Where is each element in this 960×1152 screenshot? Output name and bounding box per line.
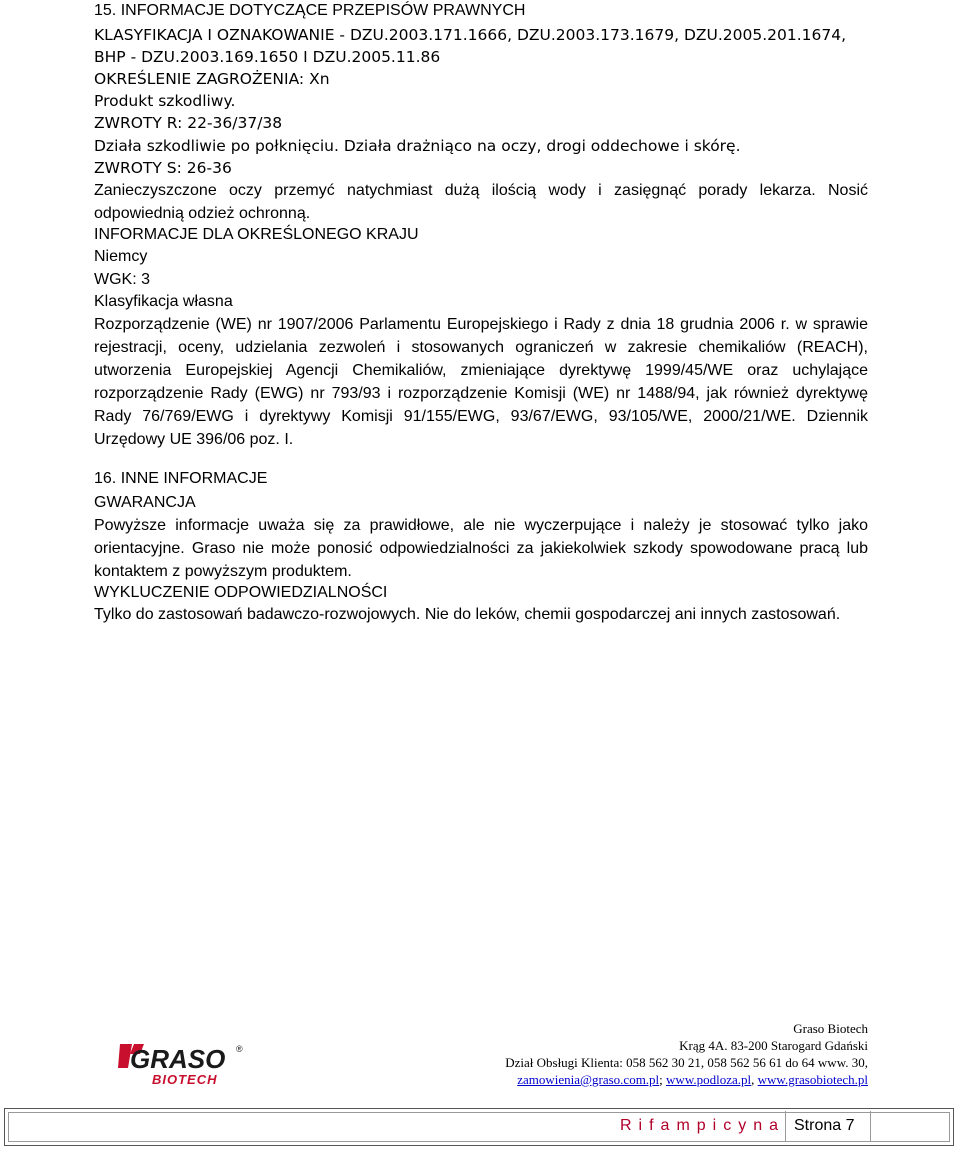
section-15-heading: 15. INFORMACJE DOTYCZĄCE PRZEPISÓW PRAWNYCH <box>94 2 526 19</box>
reach-regulation-text: Rozporządzenie (WE) nr 1907/2006 Parlamentu Europejskiego i Rady z dnia 18 grudnia 2006 r. w sprawie rejestracji, oceny, udzielania zezwoleń i stosowanych ograniczeń w zakresie chemikaliów (REACH), utworzenia Europejskiej Agencji Chemikaliów, zmieniające dyrektywę 1999/45/WE oraz uchylające rozporządzenie Rady (EWG) nr 793/93 i rozporządzenie Komisji (WE) nr 1488/94, jak również dyrektywę Rady 76/769/EWG i dyrektywy Komisji 91/155/EWG, 93/67/EWG, 93/105/WE, 2000/21/WE. Dziennik Urzędowy UE 396/06 poz. I. <box>94 316 868 448</box>
s-phrases-text: Zanieczyszczone oczy przemyć natychmiast dużą ilością wody i zasięgnąć porady lekarza. Nosić odpowiednią odzież ochronną. <box>94 182 868 222</box>
product-name: Rifampicyna <box>620 1117 786 1134</box>
logo-wordmark: GRASO <box>130 1044 226 1074</box>
podloza-link[interactable]: www.podloza.pl <box>666 1072 752 1087</box>
logo-subtitle: BIOTECH <box>152 1072 218 1087</box>
classification-line-1: KLASYFIKACJA I OZNAKOWANIE - DZU.2003.171.1666, DZU.2003.173.1679, DZU.2005.201.1674, <box>94 26 847 44</box>
graso-biotech-logo <box>118 1040 248 1088</box>
link-separator: ; <box>659 1072 663 1087</box>
footer-contact <box>505 1020 868 1088</box>
classification-line-2: BHP - DZU.2003.169.1650 I DZU.2005.11.86 <box>94 48 441 66</box>
footer-service: Dział Obsługi Klienta: 058 562 30 21, 058 562 56 61 do 64 www. 30, <box>505 1055 868 1070</box>
r-phrases-text: Działa szkodliwie po połknięciu. Działa drażniąco na oczy, drogi oddechowe i skórę. <box>94 137 741 155</box>
graso-logo-graphic <box>118 1040 248 1088</box>
wgk-class: WGK: 3 <box>94 271 151 288</box>
link-separator: , <box>751 1072 755 1087</box>
exclusion-text: Tylko do zastosowań badawczo-rozwojowych. Nie do leków, chemii gospodarczej ani innych zastosowań. <box>94 606 841 623</box>
exclusion-title: WYKLUCZENIE ODPOWIEDZIALNOŚCI <box>94 584 388 601</box>
country-name: Niemcy <box>94 248 148 265</box>
footer-company: Graso Biotech <box>793 1021 868 1036</box>
country-info-heading: INFORMACJE DLA OKREŚLONEGO KRAJU <box>94 226 419 243</box>
page-number: Strona 7 <box>794 1117 855 1134</box>
email-link[interactable]: zamowienia@graso.com.pl <box>517 1072 660 1087</box>
footer-links <box>505 1071 868 1088</box>
section-16-heading: 16. INNE INFORMACJE <box>94 470 268 487</box>
own-classification: Klasyfikacja własna <box>94 293 233 310</box>
s-phrases: ZWROTY S: 26-36 <box>94 159 232 177</box>
warranty-text: Powyższe informacje uważa się za prawidłowe, ale nie wyczerpujące i należy je stosować tylko jako orientacyjne. Graso nie może ponosić odpowiedzialności za jakiekolwiek szkody spowodowane pracą lub kontaktem z powyższym produktem. <box>94 517 868 580</box>
footer-bar-content <box>4 1108 954 1146</box>
harmful-product: Produkt szkodliwy. <box>94 92 236 110</box>
footer-address: Krąg 4A. 83-200 Starogard Gdański <box>679 1038 868 1053</box>
warranty-title: GWARANCJA <box>94 494 196 511</box>
grasobiotech-link[interactable]: www.grasobiotech.pl <box>757 1072 868 1087</box>
r-phrases: ZWROTY R: 22-36/37/38 <box>94 114 283 132</box>
logo-registered: ® <box>236 1044 243 1054</box>
hazard-designation: OKREŚLENIE ZAGROŻENIA: Xn <box>94 70 330 88</box>
